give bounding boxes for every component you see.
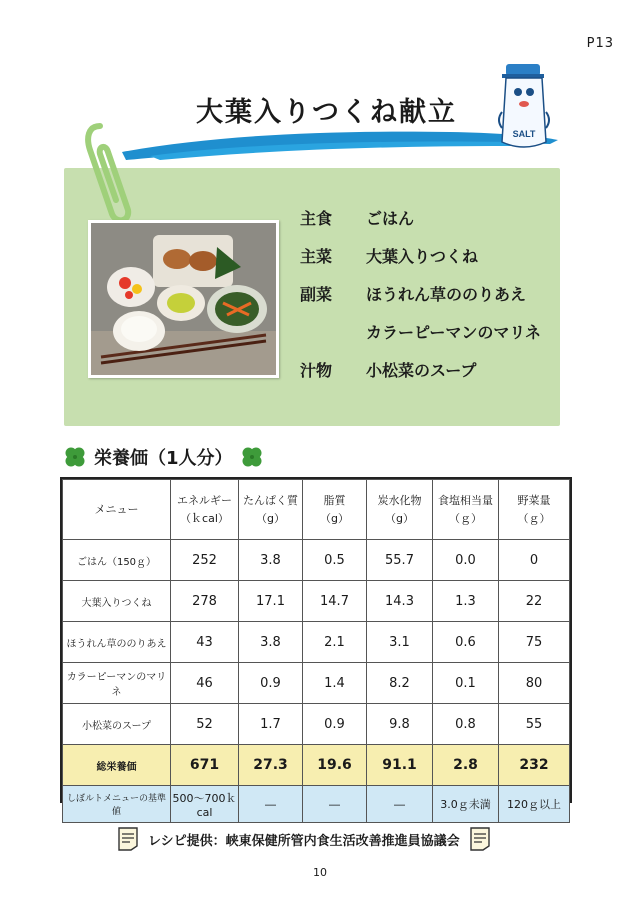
table-cell: 671 <box>171 745 239 786</box>
table-cell: 14.7 <box>303 581 367 622</box>
table-cell: 0.6 <box>433 622 499 663</box>
table-row <box>63 540 570 581</box>
table-cell: 1.7 <box>239 704 303 745</box>
table-cell: 55.7 <box>367 540 433 581</box>
table-cell: 0 <box>499 540 570 581</box>
table-cell: 27.3 <box>239 745 303 786</box>
paper-clip-decoration <box>78 118 138 226</box>
table-cell: 17.1 <box>239 581 303 622</box>
table-row <box>63 581 570 622</box>
menu-category: 汁物 <box>300 361 333 380</box>
table-cell: 小松菜のスープ <box>63 704 171 745</box>
total-row <box>63 745 570 786</box>
nutrition-table <box>60 477 572 819</box>
table-cell: 0.0 <box>433 540 499 581</box>
table-cell: 52 <box>171 704 239 745</box>
menu-category: 主菜 <box>300 247 333 266</box>
page-label: P13 <box>586 36 614 51</box>
table-cell: ほうれん草ののりあえ <box>63 622 171 663</box>
table-cell: 3.8 <box>239 540 303 581</box>
table-cell: 9.8 <box>367 704 433 745</box>
table-cell: 1.3 <box>433 581 499 622</box>
table-cell: 120ｇ以上 <box>499 786 570 823</box>
nutrition-heading-text: 栄養価（1人分） <box>94 448 233 469</box>
recipe-credit-text: レシピ提供：峡東保健所管内食生活改善推進員協議会 <box>148 833 460 849</box>
table-cell: 22 <box>499 581 570 622</box>
table-cell: 0.5 <box>303 540 367 581</box>
page-number: 10 <box>313 866 327 879</box>
table-cell: 75 <box>499 622 570 663</box>
table-cell: 2.1 <box>303 622 367 663</box>
table-cell: ― <box>303 786 367 823</box>
column-header: 炭水化物 （g） <box>367 480 433 540</box>
nutrition-heading <box>62 442 265 472</box>
standard-row <box>63 786 570 823</box>
table-cell: 91.1 <box>367 745 433 786</box>
table-cell: しぼルトメニューの基準値 <box>63 786 171 823</box>
table-cell: 80 <box>499 663 570 704</box>
column-header: 野菜量 （ｇ） <box>499 480 570 540</box>
table-row <box>63 663 570 704</box>
menu-dish: 大葉入りつくね <box>366 247 479 266</box>
menu-category: 副菜 <box>300 285 333 304</box>
table-cell: ― <box>239 786 303 823</box>
page-title: 大葉入りつくね献立 <box>196 97 457 128</box>
menu-dish: カラーピーマンのマリネ <box>366 323 542 342</box>
column-header: 脂質 （g） <box>303 480 367 540</box>
column-header: メニュー <box>63 480 171 540</box>
table-row <box>63 704 570 745</box>
mascot-salt-label: SALT <box>512 129 536 139</box>
table-row <box>63 622 570 663</box>
column-header: たんぱく質 （g） <box>239 480 303 540</box>
table-cell: 総栄養価 <box>63 745 171 786</box>
table-cell: 3.1 <box>367 622 433 663</box>
column-header: エネルギー （ｋcal） <box>171 480 239 540</box>
table-cell: 大葉入りつくね <box>63 581 171 622</box>
table-cell: 0.1 <box>433 663 499 704</box>
notepad-icon <box>116 826 140 852</box>
clover-icon <box>62 444 88 470</box>
table-cell: 46 <box>171 663 239 704</box>
clover-icon <box>239 444 265 470</box>
table-cell: 0.9 <box>303 704 367 745</box>
table-cell: 3.0ｇ未満 <box>433 786 499 823</box>
menu-dish: ごはん <box>366 209 415 228</box>
meal-photo <box>88 220 279 378</box>
table-cell: 500～700ｋcal <box>171 786 239 823</box>
table-cell: 1.4 <box>303 663 367 704</box>
table-cell: 43 <box>171 622 239 663</box>
table-header-row <box>63 480 570 540</box>
menu-dish: 小松菜のスープ <box>366 361 477 380</box>
column-header: 食塩相当量 （ｇ） <box>433 480 499 540</box>
recipe-credit <box>116 826 492 852</box>
table-cell: カラーピーマンのマリネ <box>63 663 171 704</box>
menu-dish: ほうれん草ののりあえ <box>366 285 527 304</box>
table-cell: 19.6 <box>303 745 367 786</box>
salt-shaker-mascot <box>492 62 556 156</box>
table-cell: 0.9 <box>239 663 303 704</box>
notepad-icon <box>468 826 492 852</box>
table-cell: 3.8 <box>239 622 303 663</box>
table-cell: 232 <box>499 745 570 786</box>
table-cell: 252 <box>171 540 239 581</box>
table-cell: 0.8 <box>433 704 499 745</box>
table-cell: ― <box>367 786 433 823</box>
menu-category: 主食 <box>300 209 333 228</box>
table-cell: 2.8 <box>433 745 499 786</box>
table-cell: 8.2 <box>367 663 433 704</box>
table-cell: 14.3 <box>367 581 433 622</box>
table-cell: 278 <box>171 581 239 622</box>
table-cell: 55 <box>499 704 570 745</box>
table-cell: ごはん（150ｇ） <box>63 540 171 581</box>
